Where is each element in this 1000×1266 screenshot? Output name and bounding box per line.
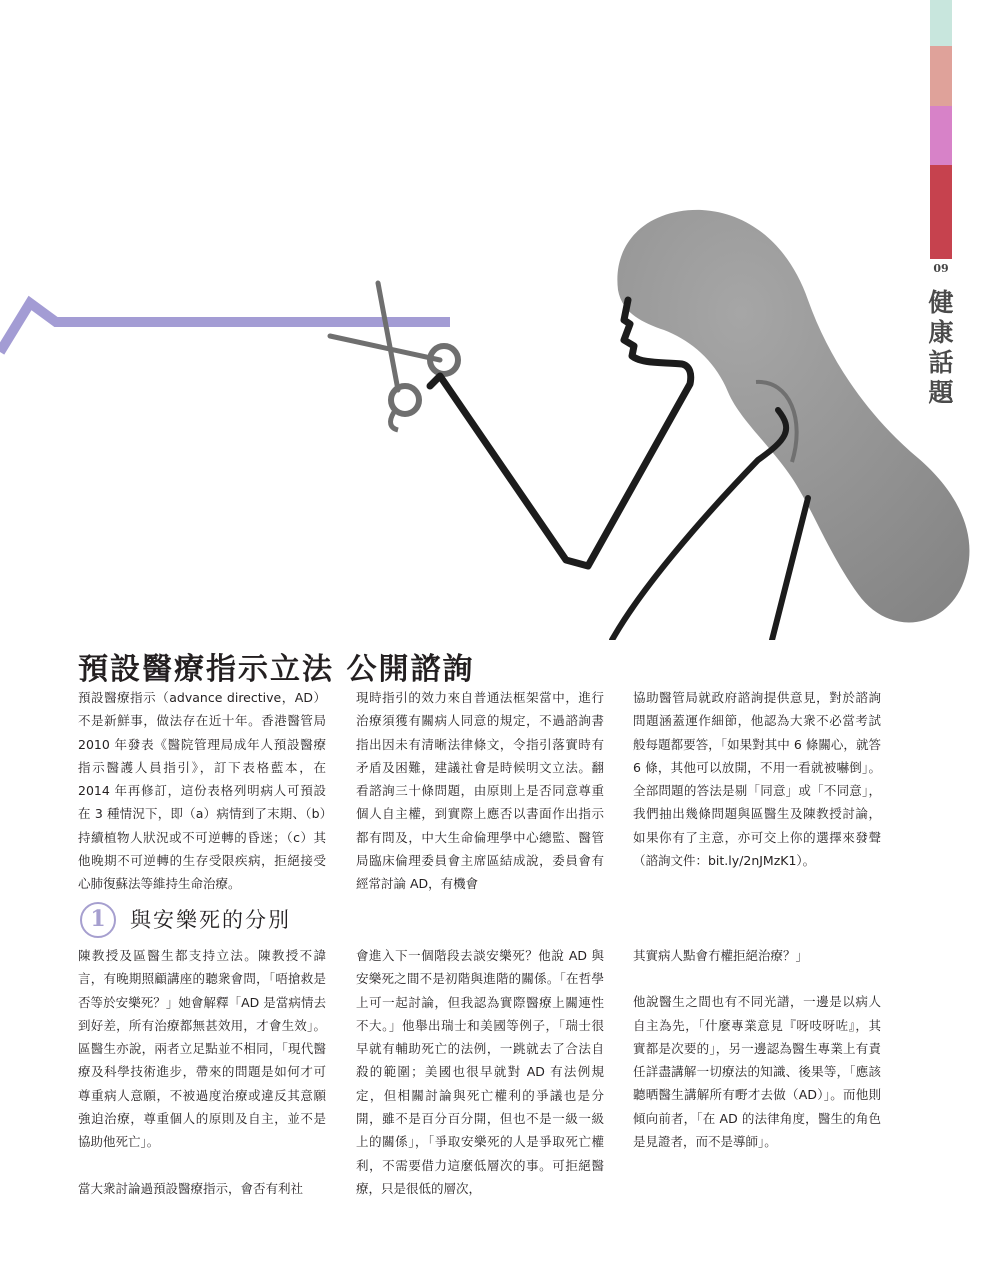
body-outline [612, 410, 786, 640]
section1-column-3 [633, 944, 881, 1153]
article-title: 預設醫療指示立法 公開諮詢 [78, 652, 475, 687]
back-outline [772, 498, 808, 640]
paragraph: 會進入下一個階段去談安樂死？他說 AD 與安樂死之間不是初階與進階的關係。「在哲學上可一起討論，但我認為實際醫療上關連性不大。」他舉出瑞士和美國等例子，「瑞士很早就有輔助死亡的法例，一跳就去了合法自殺的範圍；美國也很早就對 AD 有法例規定，但相關討論與死亡權利的爭議也是分開，雖不是百分百分開，但也不是一級一級上的關係」，「爭取安樂死的人是爭取死亡權利，不需要借力這麼低層次的事。可拒絕醫療，只是很低的層次， [356, 948, 604, 1196]
paragraph: 現時指引的效力來自普通法框架當中，進行治療須獲有關病人同意的規定，不過諮詢書指出因未有清晰法律條文，令指引落實時有矛盾及困難，建議社會是時候明文立法。翻看諮詢三十條問題，由原則上是否同意尊重個人自主權，到實際上應否以書面作出指示都有問及，中大生命倫理學中心總監、醫管局臨床倫理委員會主席區結成說，委員會有經常討論 AD，有機會 [356, 690, 604, 892]
section-char: 健 [928, 288, 954, 317]
intro-column-3 [633, 686, 881, 872]
intro-column-1 [78, 686, 326, 896]
paragraph: 其實病人點會冇權拒絕治療？」 [633, 948, 809, 963]
section-number-badge: 1 [80, 902, 116, 938]
paragraph: 協助醫管局就政府諮詢提供意見，對於諮詢問題涵蓋運作細節，他認為大衆不必當考試般每題都要答，「如果對其中 6 條關心，就答 6 條，其他可以放開，不用一看就被嚇倒」。全部問題的答法是剔「同意」或「不同意」，我們抽出幾條問題與區醫生及陳教授討論，如果你有了主意，亦可交上你的選擇來發聲（諮詢文件：bit.ly/2nJMzK1）。 [633, 690, 881, 869]
section-heading-text: 與安樂死的分別 [130, 908, 291, 932]
paragraph: 陳教授及區醫生都支持立法。陳教授不諱言，有晚期照顧講座的聽衆會問，「唔搶救是否等於安樂死？」她會解釋「AD 是當病情去到好差，所有治療都無甚效用，才會生效」。區醫生亦說，兩者立足點並不相同，「現代醫療及科學技術進步，帶來的問題是如何才可尊重病人意願，不被過度治療或違反其意願強迫治療，尊重個人的原則及自主，並不是協助他死亡」。 [78, 948, 326, 1150]
page-number: 09 [933, 262, 949, 275]
paragraph: 當大衆討論過預設醫療指示，會否有利社 [78, 1180, 304, 1196]
figure-outline [430, 300, 691, 566]
section-char: 題 [928, 378, 954, 407]
scissors [330, 283, 458, 430]
paragraph: 預設醫療指示（advance directive，AD）不是新鮮事，做法存在近十年。香港醫管局 2010 年發表《醫院管理局成年人預設醫療指示醫護人員指引》，訂下表格藍本，在 2014 年再修訂，這份表格列明病人可預設在 3 種情況下，即（a）病情到了末期、（b）持續植物人狀況或不可逆轉的昏迷；（c）其他晚期不可逆轉的生存受限疾病，拒絕接受心肺復蘇法等維持生命治療。 [78, 690, 326, 892]
section-char: 康 [928, 318, 954, 347]
intro-column-2 [356, 686, 604, 896]
section1-column-2 [356, 944, 604, 1200]
paragraph: 他說醫生之間也有不同光譜，一邊是以病人自主為先，「什麼專業意見『呀吱呀咗』，其實都是次要的」，另一邊認為醫生專業上有責任詳盡講解一切療法的知識、後果等，「應該聽晒醫生講解所有嘢才去做（AD）」。而他則傾向前者，「在 AD 的法律角度，醫生的角色是見證者，而不是導師」。 [633, 994, 881, 1150]
section1-column-1 [78, 944, 326, 1200]
section-char: 話 [928, 348, 954, 377]
